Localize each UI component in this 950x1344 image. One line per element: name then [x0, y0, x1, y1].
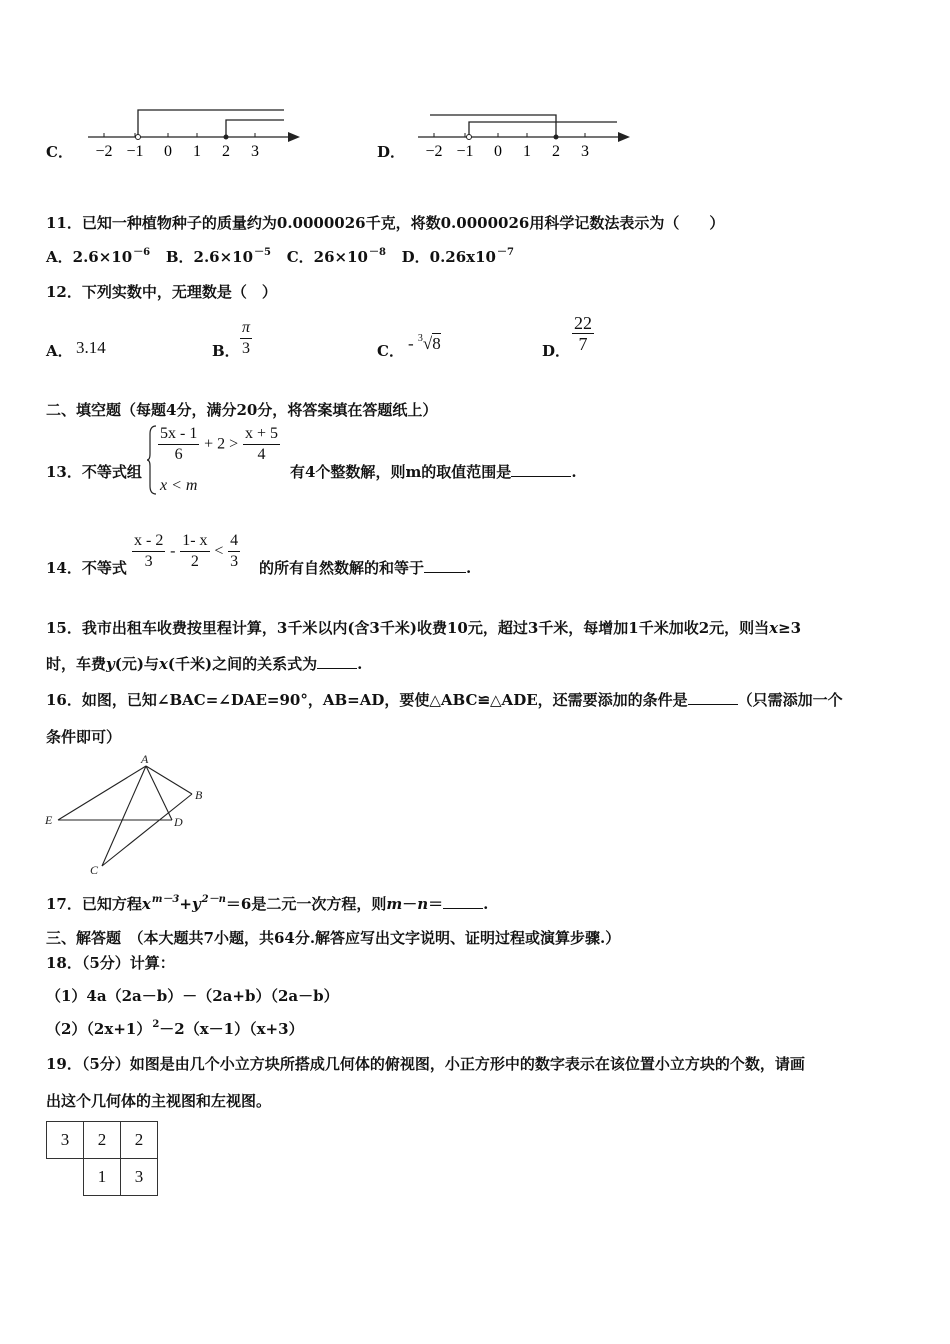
q17-answer-blank[interactable] — [443, 894, 483, 909]
q18-part-2: $(2)(2x+1)^2-2(x-1)(x+3)$ — [46, 1019, 304, 1038]
tick-label: 0 — [494, 143, 502, 160]
tick-label: −1 — [456, 143, 474, 160]
q12-option-d-label: D． — [542, 342, 571, 360]
section-2-title: 二、填空题（每题4分，满分20分，将答案填在答题纸上） — [46, 401, 438, 419]
q10-option-c-label: C． — [46, 143, 73, 161]
q10-option-d-label: D． — [377, 143, 406, 161]
q12-option-b-label: B． — [212, 342, 240, 360]
point-label-a: A — [141, 752, 149, 766]
q19-line-1: 19．（5分）如图是由几个小立方块所搭成几何体的俯视图，小正方形中的数字表示在该位置小立方块的个数，请画 — [46, 1055, 805, 1073]
tick-label: 1 — [193, 143, 201, 160]
q12-option-c-radical: - $^3$√8 — [408, 333, 441, 353]
tick-label: 2 — [552, 143, 560, 160]
q14-inequality: $\frac{x - 2}{3}$ - $\frac{1- x}{2}$ < $\frac{4}{3}$ — [134, 532, 239, 570]
tick-label: 3 — [251, 143, 259, 160]
grid-cell: 3 — [121, 1159, 158, 1196]
point-label-d: D — [174, 815, 183, 829]
tick-label: −1 — [126, 143, 144, 160]
q11-option-b: B．$2.6\times 10^{-5}$ — [165, 247, 272, 266]
q15-line-2: 时，车费y(元)与x(千米)之间的关系式为 . — [46, 655, 363, 673]
q11-option-d: D．$0.26x10^{-7}$ — [401, 247, 514, 266]
q12-option-d-fraction: $\frac{22}{7}$ — [574, 313, 592, 354]
q13-suffix: 有4个整数解，则m的取值范围是 . — [290, 463, 577, 481]
tick-label: −2 — [425, 143, 443, 160]
point-label-c: C — [90, 863, 99, 877]
q14-prefix: 14．不等式 — [46, 559, 127, 577]
q12-option-c-label: C． — [377, 342, 404, 360]
q13-answer-blank[interactable] — [511, 462, 571, 477]
q19-top-view-grid — [46, 1121, 158, 1196]
q13-brace — [146, 424, 158, 496]
q11-option-a: A．$2.6\times 10^{-6}$ — [46, 247, 151, 266]
tick-label: 0 — [164, 143, 172, 160]
grid-cell: 3 — [47, 1122, 84, 1159]
q15-line-1: 15．我市出租车收费按里程计算，3千米以内(含3千米)收费10元，超过3千米，每增加1千米加收2元，则当x≥3 — [46, 619, 802, 637]
section-3-title: 三、解答题 （本大题共7小题，共64分.解答应写出文字说明、证明过程或演算步骤.） — [46, 929, 621, 947]
q15-answer-blank[interactable] — [317, 654, 357, 669]
q12-option-a-value: 3.14 — [76, 338, 106, 357]
q18-title: 18．（5分）计算： — [46, 954, 175, 972]
q16-line-1: 16．如图，已知∠BAC=∠DAE=90°，AB=AD，要使△ABC≌△ADE，还需要添加的条件是 （只需添加一个 — [46, 691, 843, 709]
grid-cell-empty — [47, 1159, 84, 1196]
q10-number-line-c — [80, 100, 305, 165]
tick-label: 3 — [581, 143, 589, 160]
tick-label: 1 — [523, 143, 531, 160]
q16-line-2: 条件即可） — [46, 728, 122, 746]
q12-question: 12．下列实数中，无理数是（ ） — [46, 283, 277, 301]
q16-triangle-figure — [40, 752, 215, 880]
q17-question: 17．已知方程$x^{m-3}+y^{2-n}=6$是二元一次方程，则m－n＝ . — [46, 894, 489, 913]
q13-prefix: 13．不等式组 — [46, 463, 142, 481]
q14-answer-blank[interactable] — [424, 558, 466, 573]
tick-label: 2 — [222, 143, 230, 160]
q18-part-1: （1）4a（2a－b）－（2a+b）（2a－b） — [46, 987, 339, 1005]
q14-suffix: 的所有自然数解的和等于 . — [259, 559, 472, 577]
q11-question: 11．已知一种植物种子的质量约为0.0000026千克，将数0.0000026用科学记数法表示为（ ） — [46, 214, 725, 232]
grid-cell: 2 — [84, 1122, 121, 1159]
q19-line-2: 出这个几何体的主视图和左视图。 — [46, 1092, 272, 1110]
q13-inequality-2: x < m — [160, 477, 198, 494]
q12-option-a-label: A． — [46, 342, 73, 360]
grid-cell: 1 — [84, 1159, 121, 1196]
tick-label: −2 — [95, 143, 113, 160]
q11-option-c: C．$26\times 10^{-8}$ — [286, 247, 386, 266]
q13-inequality-1: $\frac{5x - 1}{6}$ + 2 > $\frac{x + 5}{4}$ — [160, 425, 278, 463]
q10-number-line-d — [412, 100, 637, 165]
q11-options — [46, 246, 514, 267]
q16-answer-blank[interactable] — [688, 690, 738, 705]
grid-cell: 2 — [121, 1122, 158, 1159]
q12-option-b-fraction: $\frac{\pi}{3}$ — [242, 319, 251, 357]
point-label-b: B — [195, 788, 203, 802]
point-label-e: E — [45, 813, 53, 827]
